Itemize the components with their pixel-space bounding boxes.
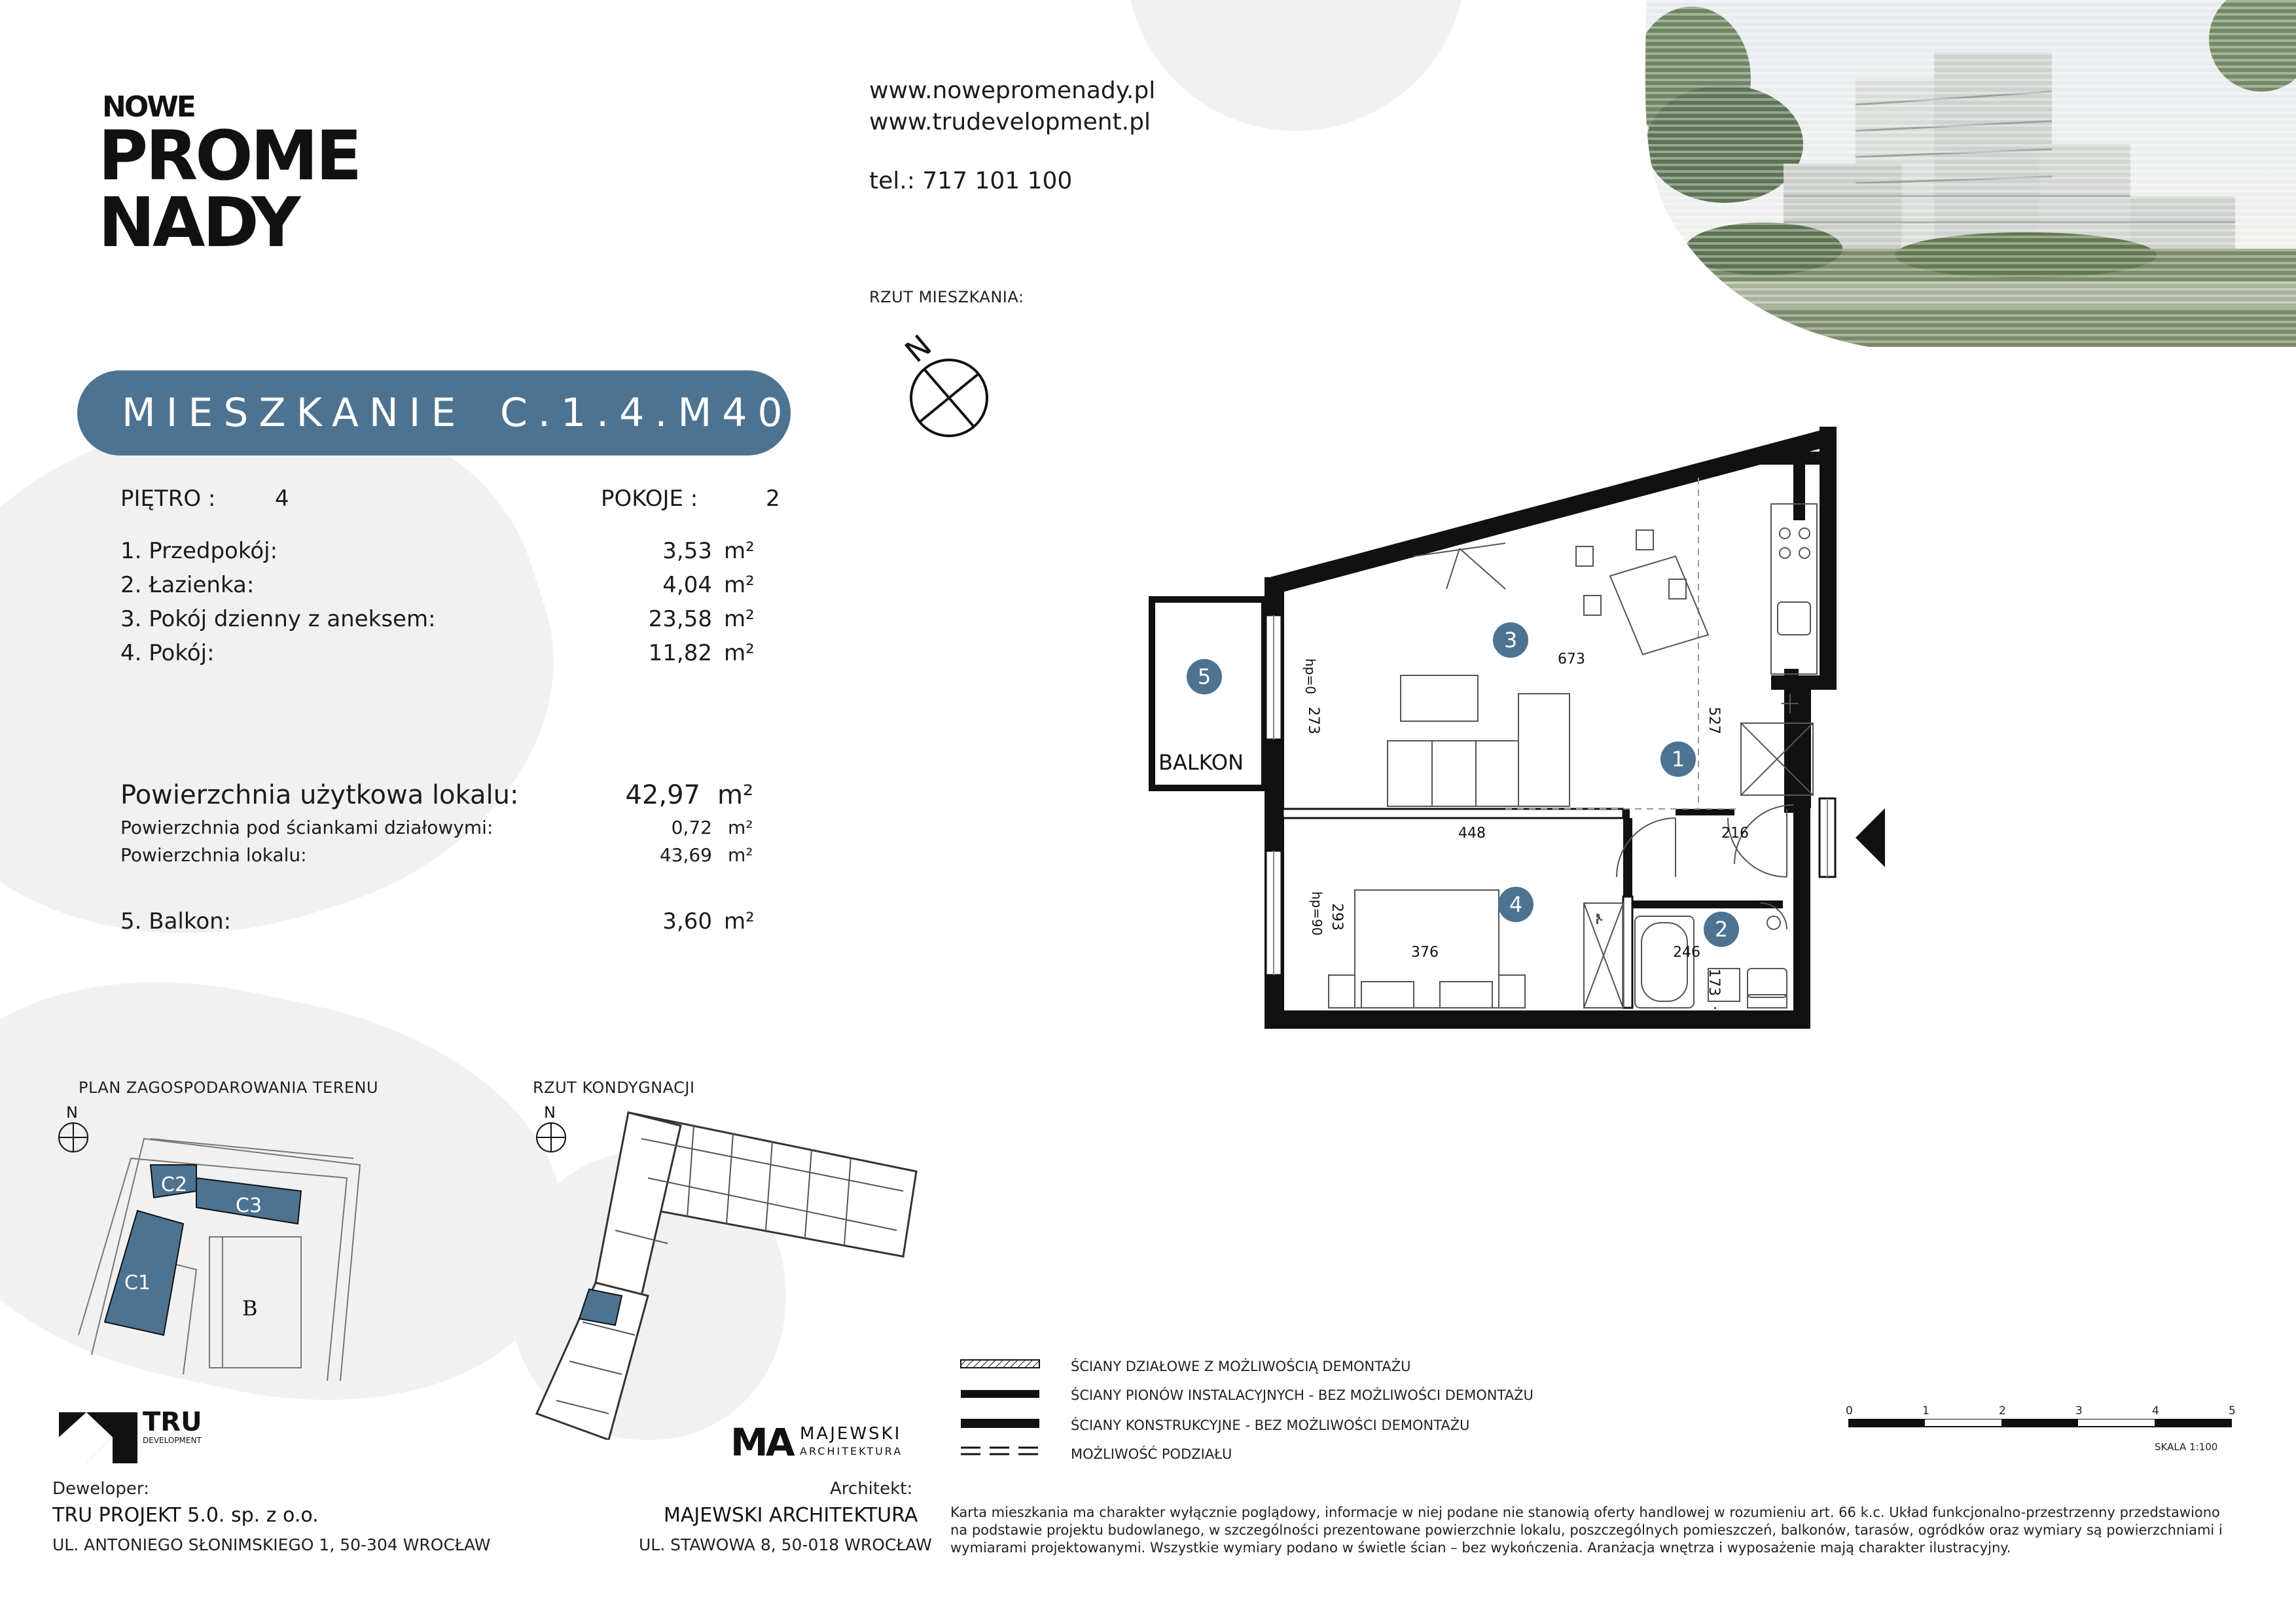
architect-label: Architekt:	[830, 1479, 913, 1499]
website-link-trudevelopment[interactable]: www.trudevelopment.pl	[869, 109, 1151, 135]
tru-logo-text: TRU	[143, 1407, 202, 1437]
scale-tick: 2	[1999, 1404, 2006, 1418]
apartment-word: MIESZKANIE	[122, 390, 467, 436]
legend-partition-wall-symbol	[961, 1360, 1039, 1368]
legend-item: MOŻLIWOŚĆ PODZIAŁU	[1071, 1446, 1232, 1462]
plan-title: RZUT MIESZKANIA:	[869, 288, 1024, 306]
room-area: 4,04	[662, 572, 712, 598]
majewski-logo-mark: MA	[730, 1420, 793, 1465]
room-unit: m²	[724, 538, 755, 564]
room-area: 3,53	[662, 538, 712, 564]
scale-tick: 1	[1922, 1404, 1929, 1418]
apartment-code: C.1.4.M40	[500, 390, 793, 436]
legend-structural-wall-symbol	[961, 1419, 1039, 1428]
dimension-label: 527	[1706, 707, 1722, 734]
developer-address: UL. ANTONIEGO SŁONIMSKIEGO 1, 50-304 WROCŁAW	[52, 1535, 491, 1554]
disclaimer-note: Karta mieszkania ma charakter wyłącznie poglądowy, informacje w niej podane nie stanowią oferty handlowej w rozumieniu art. 66 k.c. Układ funkcjonalno-przestrzenny przedstawiono na podstawie projektu budowlanego, w szczególności prezentowane powierzchnie lokalu, poszczególnych pomieszczeń, balkonów, tarasów, ogródków oraz wymiary są powierzchniami i wymiarami projektowanymi. Wszystkie wymiary podano w świetle ścian – bez wykończenia. Aranżacja wnętrza i wyposażenie mają charakter ilustracyjny.	[950, 1505, 2223, 1556]
structural-walls	[1265, 427, 1837, 1029]
room-marker-label: 1	[1671, 747, 1685, 772]
partition-area-value: 0,72	[671, 817, 712, 838]
partition-area-unit: m²	[728, 817, 753, 838]
room-unit: m²	[724, 572, 755, 598]
room-area: 23,58	[648, 606, 712, 632]
room-marker-label: 4	[1509, 892, 1523, 917]
usable-area-label: Powierzchnia użytkowa lokalu:	[120, 780, 519, 810]
majewski-logo-line1: MAJEWSKI	[800, 1424, 902, 1444]
inner-wall	[1283, 809, 1623, 818]
logo-line-nady: NADY	[98, 183, 298, 262]
room-marker-label: 2	[1714, 917, 1729, 942]
legend-item: ŚCIANY DZIAŁOWE Z MOŻLIWOŚCIĄ DEMONTAŻU	[1071, 1359, 1411, 1374]
legend-symbols	[960, 1359, 1045, 1463]
site-plan-title: PLAN ZAGOSPODAROWANIA TERENU	[79, 1079, 379, 1097]
architect-address: UL. STAWOWA 8, 50-018 WROCŁAW	[639, 1535, 932, 1554]
total-area-label: Powierzchnia lokalu:	[120, 844, 307, 866]
site-plan	[52, 1099, 393, 1387]
majewski-logo-line2: ARCHITEKTURA	[800, 1445, 903, 1457]
balcony-area: 3,60	[662, 908, 712, 935]
dimension-label: 673	[1558, 651, 1585, 668]
dimension-label: 273	[1305, 707, 1321, 734]
dimension-label: 246	[1673, 944, 1700, 961]
architect-name: MAJEWSKI ARCHITEKTURA	[664, 1504, 918, 1527]
balcony-unit: m²	[724, 908, 755, 935]
building-label: C2	[161, 1173, 188, 1196]
building-label: B	[242, 1296, 258, 1321]
storey-plan	[511, 1099, 929, 1440]
scale-tick: 3	[2075, 1404, 2083, 1418]
nowe-promenady-logo	[98, 90, 373, 260]
storey-plan-title: RZUT KONDYGNACJI	[533, 1079, 695, 1097]
room-label: 2. Łazienka:	[120, 572, 255, 598]
scale-tick: 4	[2152, 1404, 2159, 1418]
floor-label: PIĘTRO :	[120, 486, 216, 512]
window-sill-label: hp=0	[1302, 658, 1318, 694]
tru-logo-sub: DEVELOPMENT	[143, 1436, 202, 1445]
developer-label: Deweloper:	[52, 1479, 149, 1499]
legend-installation-wall-symbol	[961, 1390, 1039, 1398]
storey-north-label: N	[544, 1103, 556, 1122]
room-label: 4. Pokój:	[120, 640, 215, 666]
dimension-label: 173	[1706, 969, 1722, 996]
room-label: 1. Przedpokój:	[120, 538, 278, 564]
dimension-label: 376	[1411, 944, 1439, 961]
room-unit: m²	[724, 606, 755, 632]
building-label: C3	[236, 1194, 262, 1217]
balcony-plan-label: BALKON	[1158, 750, 1244, 775]
room-marker-label: 5	[1197, 664, 1211, 689]
room-marker-label: 3	[1503, 628, 1518, 652]
room-unit: m²	[724, 640, 755, 666]
logo-line-nowe: NOWE	[102, 90, 194, 124]
developer-name: TRU PROJEKT 5.0. sp. z o.o.	[52, 1504, 319, 1527]
website-link-nowepromenady[interactable]: www.nowepromenady.pl	[869, 77, 1156, 104]
background-shape-top	[1126, 0, 1466, 131]
floor-value: 4	[275, 486, 289, 512]
balcony-label: 5. Balkon:	[120, 908, 232, 935]
building-label: C1	[124, 1272, 151, 1294]
room-area: 11,82	[648, 640, 712, 666]
partition-area-label: Powierzchnia pod ściankami działowymi:	[120, 817, 493, 838]
rooms-label: POKOJE :	[601, 486, 698, 512]
usable-area-value: 42,97	[625, 780, 700, 810]
window-sill-label: hp=90	[1309, 891, 1325, 936]
apartment-header	[77, 370, 791, 455]
legend-item: ŚCIANY PIONÓW INSTALACYJNYCH - BEZ MOŻLIWOŚCI DEMONTAŻU	[1071, 1387, 1534, 1403]
rooms-value: 2	[766, 486, 780, 512]
dimension-label: 216	[1721, 825, 1749, 842]
scale-tick: 0	[1846, 1404, 1853, 1418]
logo-line-prome: PROME	[98, 116, 360, 196]
usable-area-unit: m²	[717, 780, 753, 810]
site-north-label: N	[66, 1103, 78, 1122]
building-visualization	[1568, 0, 2296, 347]
total-area-value: 43,69	[659, 844, 712, 866]
dimension-label: 293	[1329, 903, 1345, 931]
scale-tick: 5	[2229, 1404, 2236, 1418]
legend-item: ŚCIANY KONSTRUKCYJNE - BEZ MOŻLIWOŚCI DEMONTAŻU	[1071, 1418, 1470, 1433]
scale-bar-graphic	[1848, 1419, 2234, 1429]
entrance-arrow-icon	[1856, 808, 1885, 867]
highlighted-apartment	[579, 1289, 622, 1325]
total-area-unit: m²	[728, 844, 753, 866]
apartment-floor-plan	[1139, 419, 1911, 1073]
north-compass-icon	[897, 326, 995, 444]
phone-number[interactable]: tel.: 717 101 100	[869, 168, 1073, 194]
compass-letter: N	[898, 327, 939, 370]
room-label: 3. Pokój dzienny z aneksem:	[120, 606, 436, 632]
dimension-label: 448	[1458, 825, 1486, 842]
scale-label: SKALA 1:100	[2155, 1441, 2218, 1453]
